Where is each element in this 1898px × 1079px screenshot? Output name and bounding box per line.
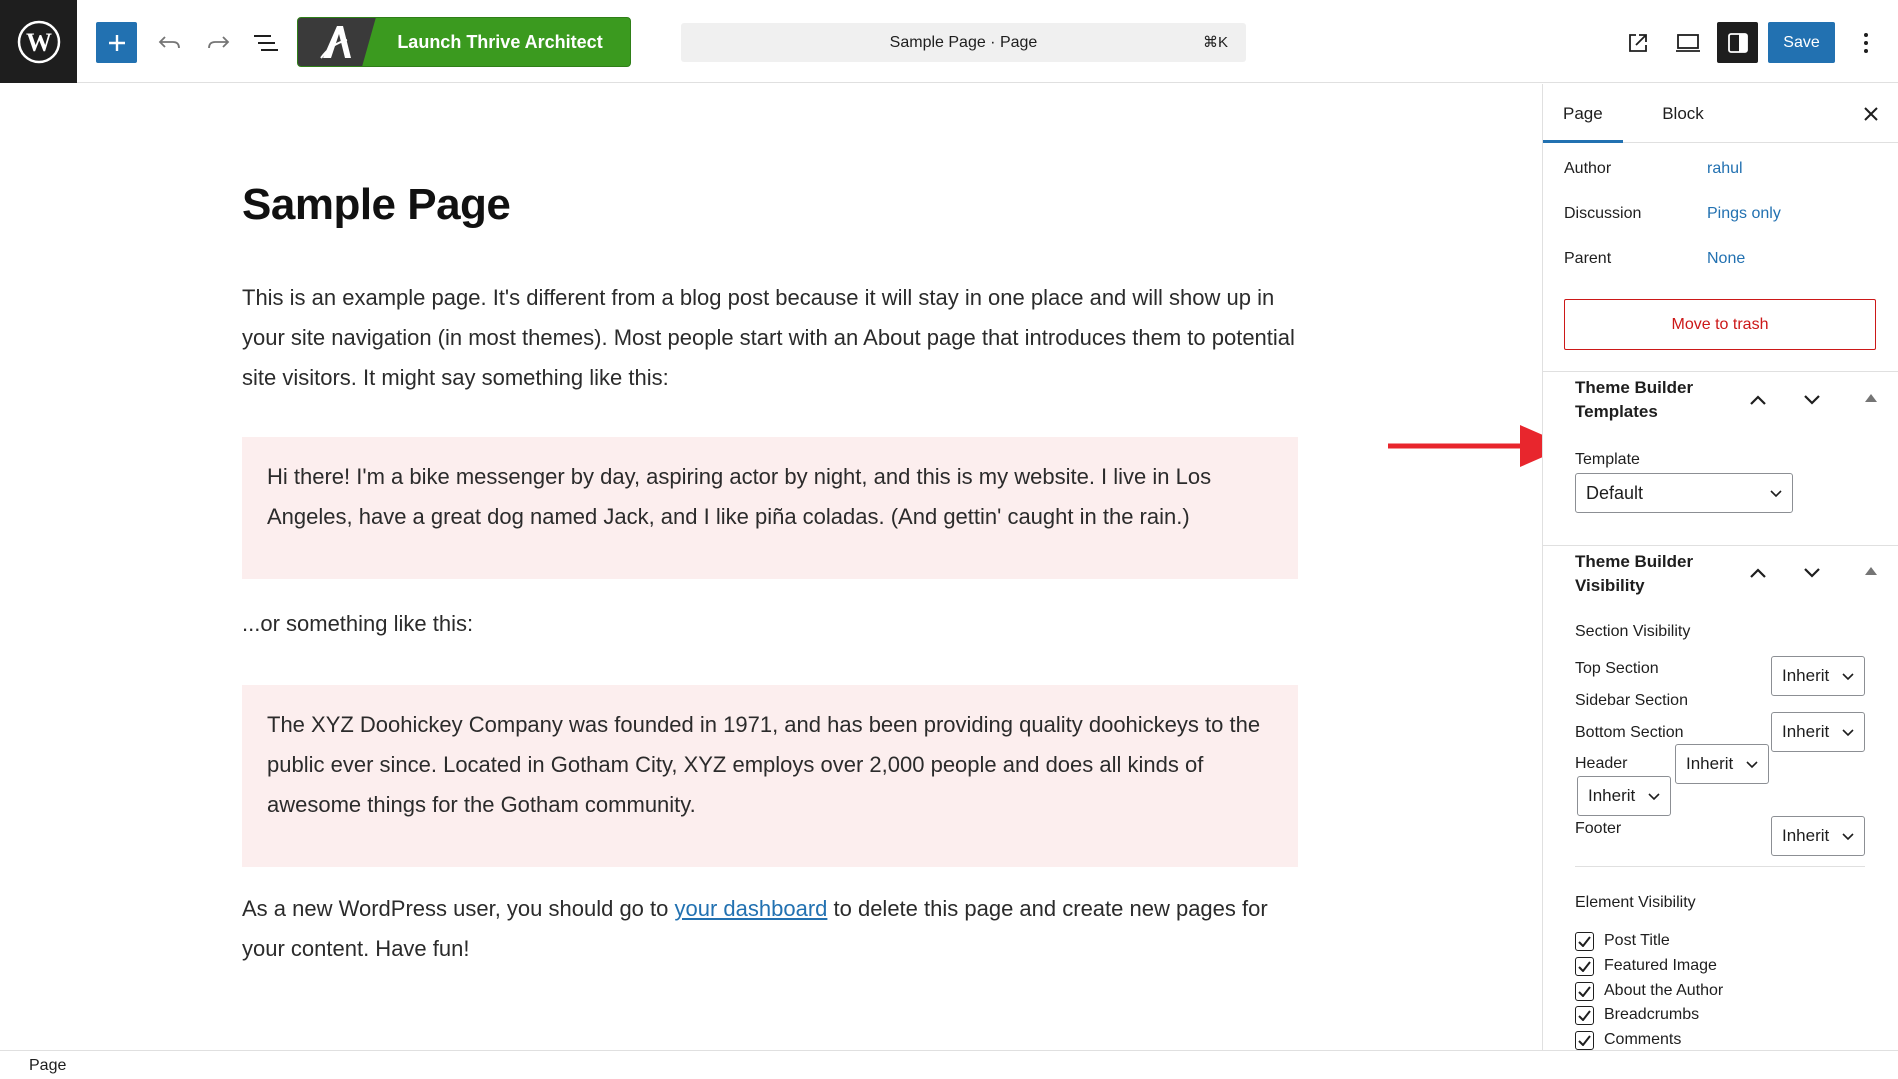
- chevron-down-icon: [1803, 567, 1821, 579]
- select-value: Inherit: [1588, 786, 1636, 805]
- options-menu-button[interactable]: [1846, 22, 1886, 63]
- breadcrumb-page[interactable]: Page: [29, 1057, 67, 1074]
- editor-top-bar: [0, 0, 1898, 83]
- chevron-up-icon: [1749, 394, 1767, 406]
- editor-canvas: [0, 84, 1542, 1050]
- desktop-preview-icon: [1675, 33, 1701, 53]
- redo-icon: [206, 33, 230, 53]
- tab-block[interactable]: [1643, 84, 1723, 143]
- footer-select[interactable]: [1771, 816, 1865, 856]
- dashboard-link[interactable]: your dashboard: [674, 896, 828, 921]
- checkbox-label: Breadcrumbs: [1604, 1006, 1700, 1023]
- checkbox-breadcrumbs[interactable]: [1575, 1004, 1699, 1026]
- thrive-architect-logo-icon: [298, 17, 376, 67]
- view-page-button[interactable]: [1618, 22, 1658, 63]
- chevron-down-icon: [1770, 487, 1782, 499]
- template-select[interactable]: [1575, 473, 1793, 513]
- divider: [1575, 866, 1865, 867]
- visibility-panel-title[interactable]: Theme Builder Visibility: [1575, 552, 1694, 595]
- collapse-panel-toggle-icon[interactable]: [1865, 567, 1877, 575]
- wordpress-icon: [17, 20, 61, 64]
- checkbox-post-title[interactable]: [1575, 930, 1670, 952]
- checkbox-checked-icon[interactable]: [1575, 1006, 1594, 1025]
- chevron-down-icon: [1803, 394, 1821, 406]
- author-label: Author: [1564, 160, 1612, 177]
- redo-button[interactable]: [198, 22, 238, 63]
- undo-button[interactable]: [150, 22, 190, 63]
- divider: [1543, 371, 1898, 372]
- paragraph-block[interactable]: ...or something like this:: [242, 611, 474, 636]
- chevron-down-icon: [1746, 758, 1758, 770]
- parent-value-button[interactable]: None: [1707, 250, 1746, 267]
- checkbox-label: About the Author: [1604, 982, 1724, 999]
- add-block-button[interactable]: [96, 22, 137, 63]
- move-to-trash-button[interactable]: Move to trash: [1564, 299, 1876, 350]
- paragraph-text: As a new WordPress user, you should go to: [242, 896, 675, 921]
- divider: [1543, 545, 1898, 546]
- checkbox-checked-icon[interactable]: [1575, 1031, 1594, 1050]
- settings-sidebar: [1542, 84, 1898, 1050]
- top-section-label: Top Section: [1575, 660, 1659, 677]
- close-icon: [1863, 106, 1879, 122]
- undo-icon: [158, 33, 182, 53]
- top-section-select[interactable]: [1771, 656, 1865, 696]
- tab-page-label: Page: [1563, 103, 1603, 123]
- select-value: Inherit: [1782, 666, 1830, 685]
- plus-icon: [107, 33, 127, 53]
- document-title: Sample Page · Page: [889, 33, 1038, 51]
- section-visibility-label: Section Visibility: [1575, 623, 1691, 640]
- move-panel-down-button[interactable]: [1799, 560, 1825, 586]
- block-breadcrumb-bar: [0, 1050, 1898, 1079]
- settings-sidebar-toggle[interactable]: [1717, 22, 1758, 63]
- sidebar-tabs: [1543, 84, 1898, 143]
- thrive-button-label: Launch Thrive Architect: [397, 31, 603, 52]
- checkbox-comments[interactable]: [1575, 1029, 1681, 1050]
- chevron-down-icon: [1842, 670, 1854, 682]
- checkbox-checked-icon[interactable]: [1575, 957, 1594, 976]
- select-value: Inherit: [1782, 722, 1830, 741]
- bottom-section-label: Bottom Section: [1575, 724, 1684, 741]
- save-button[interactable]: Save: [1768, 22, 1835, 63]
- templates-panel-title[interactable]: Theme Builder Templates: [1575, 378, 1694, 421]
- wordpress-logo-button[interactable]: [0, 0, 77, 83]
- external-link-icon: [1627, 32, 1649, 54]
- discussion-value-button[interactable]: Pings only: [1707, 205, 1781, 222]
- paragraph-text: to delete this page and create new pages for your content. Have fun!: [242, 896, 1268, 961]
- pullquote-block[interactable]: The XYZ Doohickey Company was founded in 1971, and has been providing quality doohickeys to the public ever since. Located in Gotham City, XYZ employs over 2,000 people and does all kinds of awesome things for the Gotham community.: [242, 685, 1298, 867]
- move-panel-up-button[interactable]: [1745, 560, 1771, 586]
- checkbox-about-the-author[interactable]: [1575, 980, 1723, 1002]
- more-vertical-icon: [1863, 32, 1869, 54]
- sidebar-section-label: Sidebar Section: [1575, 692, 1688, 709]
- checkbox-label: Comments: [1604, 1031, 1682, 1048]
- move-panel-up-button[interactable]: [1745, 387, 1771, 413]
- checkbox-label: Featured Image: [1604, 957, 1717, 974]
- parent-label: Parent: [1564, 250, 1612, 267]
- header-select[interactable]: [1675, 744, 1769, 784]
- template-label: Template: [1575, 451, 1640, 468]
- command-shortcut-hint: ⌘K: [1202, 34, 1228, 51]
- paragraph-block[interactable]: This is an example page. It's different from a blog post because it will stay in one place and will show up in your site navigation (in most themes). Most people start with an About page that introduces them to potential site visitors. It might say something like this:: [242, 285, 1295, 390]
- pullquote-block[interactable]: Hi there! I'm a bike messenger by day, aspiring actor by night, and this is my website. I live in Los Angeles, have a great dog named Jack, and I like piña coladas. (And gettin' caught in the rain.): [242, 437, 1298, 579]
- chevron-up-icon: [1749, 567, 1767, 579]
- checkbox-checked-icon[interactable]: [1575, 932, 1594, 951]
- discussion-label: Discussion: [1564, 205, 1642, 222]
- collapse-panel-toggle-icon[interactable]: [1865, 394, 1877, 402]
- preview-device-button[interactable]: [1668, 22, 1708, 63]
- chevron-down-icon: [1842, 830, 1854, 842]
- active-tab-indicator: [1543, 140, 1623, 143]
- svg-text:W: W: [25, 27, 52, 57]
- sidebar-icon: [1727, 32, 1749, 54]
- checkbox-checked-icon[interactable]: [1575, 982, 1594, 1001]
- paragraph-block[interactable]: [242, 889, 1297, 969]
- select-value: Inherit: [1686, 754, 1734, 773]
- list-view-icon: [253, 33, 279, 53]
- checkbox-label: Post Title: [1604, 932, 1670, 949]
- header-label: Header: [1575, 755, 1628, 772]
- tab-block-label: Block: [1662, 103, 1704, 123]
- launch-thrive-architect-button[interactable]: [297, 17, 631, 67]
- element-visibility-label: Element Visibility: [1575, 894, 1696, 911]
- bottom-section-select[interactable]: [1771, 712, 1865, 752]
- move-panel-down-button[interactable]: [1799, 387, 1825, 413]
- footer-label: Footer: [1575, 820, 1622, 837]
- chevron-down-icon: [1842, 726, 1854, 738]
- page-title[interactable]: Sample Page: [242, 180, 511, 229]
- author-value-button[interactable]: rahul: [1707, 160, 1743, 177]
- document-overview-button[interactable]: [246, 22, 286, 63]
- chevron-down-icon: [1648, 790, 1660, 802]
- command-palette-bar[interactable]: [681, 23, 1246, 62]
- sidebar-section-select[interactable]: [1577, 776, 1671, 816]
- select-value: Inherit: [1782, 826, 1830, 845]
- close-sidebar-button[interactable]: [1857, 100, 1885, 128]
- checkbox-featured-image[interactable]: [1575, 955, 1717, 977]
- tab-page[interactable]: [1563, 84, 1643, 143]
- template-select-value: Default: [1586, 482, 1644, 503]
